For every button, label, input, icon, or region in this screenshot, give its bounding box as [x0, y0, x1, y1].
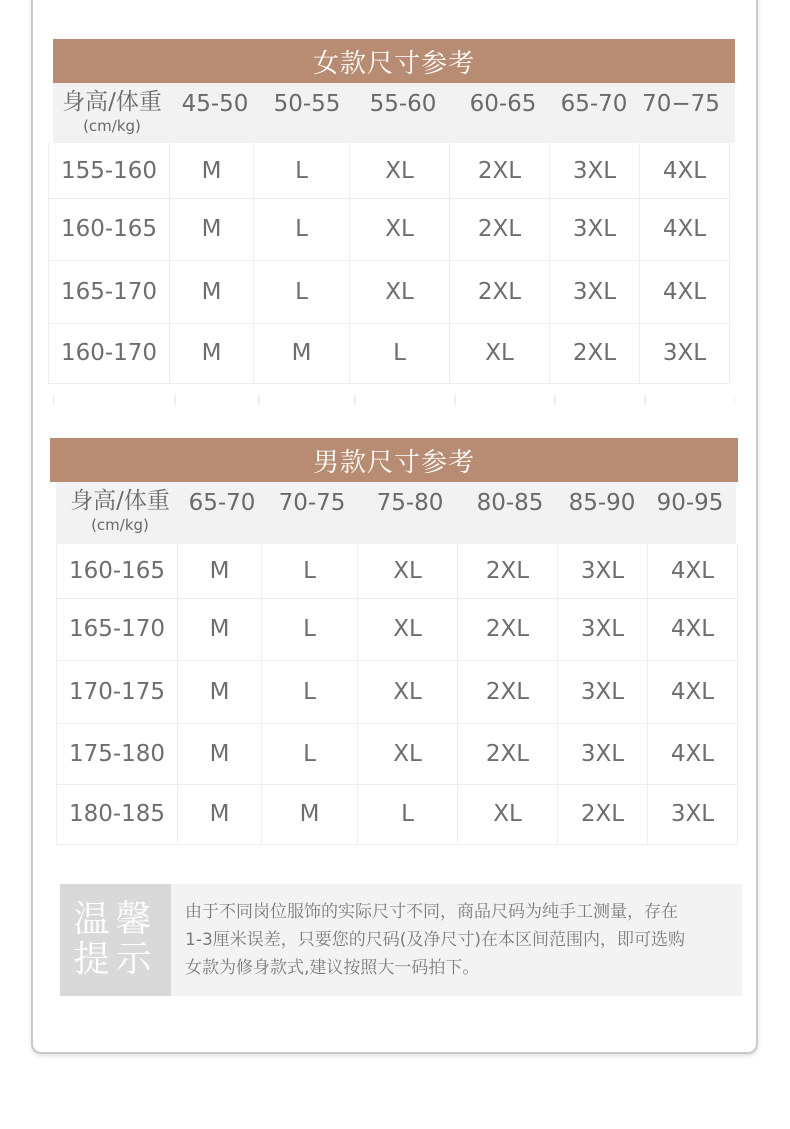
header-weight-col: 80-85 [476, 490, 544, 516]
size-cell: 2XL [558, 784, 648, 844]
height-cell: 165-170 [48, 260, 170, 323]
table-row [56, 660, 738, 724]
size-cell: M [178, 723, 262, 784]
size-cell: 4XL [648, 723, 738, 784]
table-tail-divider [455, 395, 555, 405]
women-size-banner [53, 39, 735, 83]
header-weight-col: 45-50 [181, 91, 249, 117]
men-size-title: 男款尺寸参考 [312, 447, 475, 478]
size-cell: 4XL [648, 598, 738, 660]
men-size-banner [50, 438, 738, 482]
size-cell: XL [450, 323, 550, 383]
size-cell: XL [358, 544, 458, 598]
size-cell: M [178, 784, 262, 844]
size-cell: XL [358, 723, 458, 784]
table-tail-divider [53, 395, 175, 405]
size-cell: M [170, 198, 254, 260]
size-cell: 4XL [640, 143, 730, 198]
height-cell: 160-165 [48, 198, 170, 260]
size-cell: L [262, 660, 358, 723]
header-weight-col: 70-75 [278, 490, 346, 516]
table-row [56, 784, 738, 845]
table-row [48, 323, 730, 384]
size-cell: 3XL [550, 260, 640, 323]
size-cell: 2XL [458, 598, 558, 660]
header-weight-col: 65-70 [560, 91, 628, 117]
size-cell: 2XL [450, 143, 550, 198]
size-cell: 4XL [640, 260, 730, 323]
size-cell: XL [350, 198, 450, 260]
size-cell: L [254, 260, 350, 323]
warm-tip-text [185, 898, 735, 982]
table-tail-divider [355, 395, 455, 405]
size-cell: L [262, 723, 358, 784]
table-row [48, 143, 730, 199]
header-height-weight-label: 身高/体重 [62, 89, 162, 115]
women-table-tail [53, 395, 735, 405]
warm-tip-label-line2: 提示 [73, 939, 158, 980]
size-cell: 3XL [558, 660, 648, 723]
header-weight-col: 85-90 [568, 490, 636, 516]
size-cell: M [170, 260, 254, 323]
height-cell: 165-170 [56, 598, 178, 660]
warm-tip-line: 由于不同岗位服饰的实际尺寸不同，商品尺码为纯手工测量，存在 [185, 902, 678, 922]
header-unit-label: (cm/kg) [83, 117, 141, 135]
size-cell: M [262, 784, 358, 844]
header-weight-col: 60-65 [469, 91, 537, 117]
warm-tip-box [60, 884, 742, 996]
size-cell: L [350, 323, 450, 383]
size-cell: 3XL [558, 544, 648, 598]
warm-tip-line: 女款为修身款式,建议按照大一码拍下。 [185, 958, 480, 978]
size-cell: L [254, 198, 350, 260]
table-tail-divider [645, 395, 735, 405]
height-cell: 180-185 [56, 784, 178, 844]
size-cell: XL [458, 784, 558, 844]
size-cell: 2XL [458, 723, 558, 784]
size-cell: 2XL [458, 660, 558, 723]
header-weight-col: 90-95 [656, 490, 724, 516]
size-cell: M [254, 323, 350, 383]
table-row [56, 723, 738, 785]
size-cell: M [178, 598, 262, 660]
warm-tip-label [60, 884, 171, 996]
header-weight-col: 65-70 [188, 490, 256, 516]
table-tail-divider [555, 395, 645, 405]
size-cell: XL [358, 660, 458, 723]
height-cell: 160-165 [56, 544, 178, 598]
size-cell: 2XL [550, 323, 640, 383]
size-cell: M [178, 544, 262, 598]
size-cell: 3XL [550, 143, 640, 198]
men-table-header [56, 482, 736, 544]
size-cell: 4XL [648, 660, 738, 723]
size-cell: XL [350, 143, 450, 198]
header-height-weight-label: 身高/体重 [70, 488, 170, 514]
size-cell: 2XL [450, 198, 550, 260]
header-weight-col: 75-80 [376, 490, 444, 516]
header-weight-col: 55-60 [369, 91, 437, 117]
size-cell: L [262, 598, 358, 660]
warm-tip-label-line1: 温馨 [73, 899, 158, 940]
size-cell: 4XL [648, 544, 738, 598]
size-cell: 2XL [450, 260, 550, 323]
size-cell: XL [350, 260, 450, 323]
table-tail-divider [259, 395, 355, 405]
table-tail-divider [175, 395, 259, 405]
height-cell: 170-175 [56, 660, 178, 723]
size-cell: 3XL [550, 198, 640, 260]
header-weight-col: 50-55 [273, 91, 341, 117]
table-row [56, 544, 738, 599]
height-cell: 175-180 [56, 723, 178, 784]
header-weight-col: 70−75 [642, 91, 720, 117]
size-cell: M [170, 323, 254, 383]
size-cell: L [254, 143, 350, 198]
size-cell: XL [358, 598, 458, 660]
size-cell: 3XL [640, 323, 730, 383]
table-row [56, 598, 738, 661]
height-cell: 160-170 [48, 323, 170, 383]
size-cell: 3XL [558, 598, 648, 660]
table-row [48, 260, 730, 324]
size-cell: L [358, 784, 458, 844]
size-cell: L [262, 544, 358, 598]
women-size-title: 女款尺寸参考 [312, 48, 475, 79]
table-row [48, 198, 730, 261]
size-cell: M [178, 660, 262, 723]
size-cell: M [170, 143, 254, 198]
size-cell: 4XL [640, 198, 730, 260]
size-cell: 3XL [648, 784, 738, 844]
size-cell: 2XL [458, 544, 558, 598]
height-cell: 155-160 [48, 143, 170, 198]
warm-tip-line: 1-3厘米误差，只要您的尺码(及净尺寸)在本区间范围内，即可选购 [185, 930, 686, 950]
size-cell: 3XL [558, 723, 648, 784]
women-table-header [53, 83, 735, 143]
header-unit-label: (cm/kg) [91, 516, 149, 534]
